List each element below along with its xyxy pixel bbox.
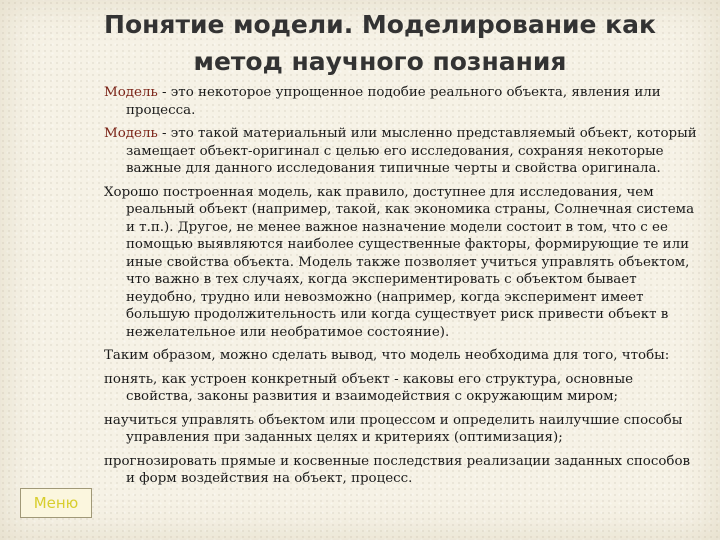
term-model: Модель — [104, 85, 158, 100]
menu-button[interactable]: Меню — [20, 488, 92, 518]
list-item-forecast — [104, 453, 702, 488]
paragraph-text: прогнозировать прямые и косвенные последствия реализации заданных способов и форм воздействия на объект, процесс. — [104, 453, 691, 486]
list-item-control — [104, 412, 702, 447]
paragraph-model-purpose — [104, 184, 702, 342]
paragraph-text: Хорошо построенная модель, как правило, доступнее для исследования, чем реальный объект (например, такой, как экономика страны, Солнечная система и т.п.). Другое, не менее важное назначение модели состоит в том, что с ее помощью выявляются наиболее существенные факторы, формирующие те или иные свойства объекта. Модель также позволяет учиться управлять объектом, что важно в тех случаях, когда экспериментировать с объектом бывает неудобно, трудно или невозможно (например, когда эксперимент имеет большую продолжительность или когда существует риск привести объект в нежелательное или необратимое состояние). — [104, 184, 695, 340]
slide-title-line-1: Понятие модели. Моделирование как — [104, 10, 656, 39]
list-item-understand — [104, 371, 702, 406]
paragraph-text: понять, как устроен конкретный объект - каковы его структура, основные свойства, законы развития и взаимодействия с окружающим миром; — [104, 371, 634, 404]
slide-body — [104, 84, 702, 494]
slide-title — [90, 6, 670, 80]
term-model: Модель — [104, 126, 158, 141]
paragraph-text: научиться управлять объектом или процессом и определить наилучшие способы управления при заданных целях и критериях (оптимизация); — [104, 412, 683, 445]
paragraph-text: Таким образом, можно сделать вывод, что модель необходима для того, чтобы: — [104, 348, 670, 363]
paragraph-text: - это такой материальный или мысленно представляемый объект, который замещает объект-оригинал с целью его исследования, сохраняя некоторые важные для данного исследования типичные черты и свойства оригинала. — [126, 126, 697, 176]
slide-title-line-2: метод научного познания — [193, 47, 567, 76]
paragraph-text: - это некоторое упрощенное подобие реального объекта, явления или процесса. — [126, 85, 661, 118]
paragraph-model-definition-1 — [104, 84, 702, 119]
paragraph-model-definition-2 — [104, 125, 702, 178]
paragraph-conclusion — [104, 347, 702, 365]
